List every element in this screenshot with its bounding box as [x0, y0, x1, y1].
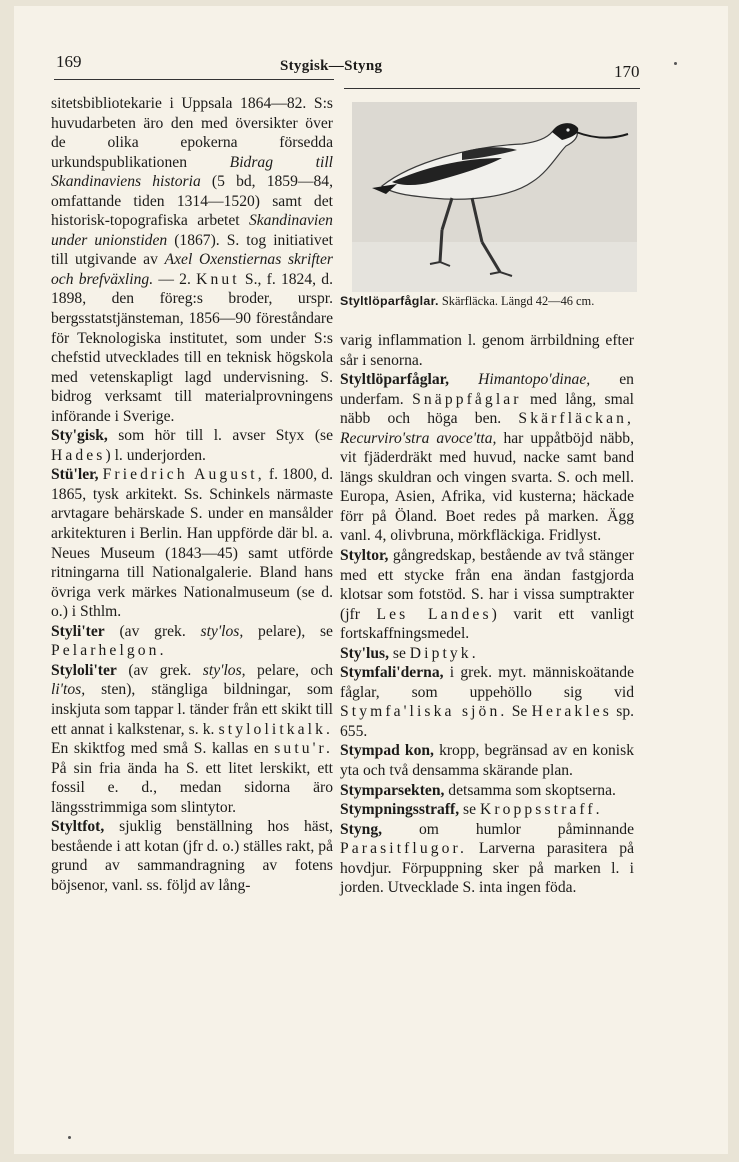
- caption-label: Styltlöparfåglar.: [340, 294, 439, 308]
- entry-styltloparfaglar: Styltlöparfåglar, Himantopo'dinae, en underfam. Snäppfåglar med lång, smal näbb och höga ben. Skärfläckan, Recurviro'stra avoce'tta, har uppåtböjd näbb, vit fjäderdräkt med huvud, nacke samt band längs skuldran och vingen svarta. S. och mell. Europa, Asien, Afrika, vid kusterna; häckade förr på Öland. Boet redes på marken. Ägg vanl. 4, olivbruna, mörkfläckiga. Fridlyst.: [340, 371, 635, 545]
- entry-stymparsekten: Stymparsekten, detsamma som skoptserna.: [340, 781, 616, 799]
- left-column: [51, 94, 333, 895]
- figure-caption: [340, 293, 640, 310]
- header-rule-left: [54, 79, 334, 80]
- entry-stympad-kon: Stympad kon, kropp, begränsad av en konisk yta och två densamma skärande plan.: [340, 742, 634, 780]
- entry-continuation: sitetsbibliotekarie i Uppsala 1864—82. S:s huvudarbeten äro den med översikter över de olika epokerna försedda urkundspublikationen Bidrag till Skandinaviens historia (5 bd, 1859—84, omfattande tiden 1314—1520) samt det historisk-topografiska arbetet Skandinavien under unionstiden (1867). S. tog initiativet till utgivande av Axel Oxenstiernas skrifter och brefväxling. — 2. Knut S., f. 1824, d. 1898, den föreg:s broder, urspr. bergsstatstjänsteman, 1856—90 föreståndare för Teknologiska institutet, som under S:s chefstid utvecklades till en teknisk högskola med vetenskapligt lagd undervisning. S. bidrog verksamt till materialprovningens införande i Sverige.: [51, 95, 333, 425]
- entry-styltfot: Styltfot, sjuklig benställning hos häst, bestående i att kotan (jfr d. o.) ställes rakt, på grund av sammandragning av fotens böjsenor, vanl. ss. följd av lång-: [51, 818, 333, 894]
- avocet-bird-icon: [352, 102, 637, 292]
- entry-stymfaliderna: Stymfali'derna, i grek. myt. människoätande fåglar, som uppehöllo sig vid Stymfa'liska sjön. Se Herakles sp. 655.: [340, 664, 635, 740]
- header-rule-right: [344, 88, 640, 89]
- running-title: Stygisk—Styng: [280, 58, 383, 74]
- page-number-right: 170: [614, 62, 640, 81]
- page-number-left: 169: [56, 52, 82, 71]
- entry-styltor: Styltor, gångredskap, bestående av två stänger med ett stycke från ena ändan fastgjorda klotsar som fotstöd. S. har i vissa sumptrakter (jfr Les Landes) varit ett vanligt fortskaffningsmedel.: [340, 547, 634, 643]
- book-page: [14, 6, 728, 1154]
- entry-stympningsstraff: Stympningsstraff, se Kroppsstraff.: [340, 801, 603, 819]
- entry-styliter: Styli'ter (av grek. sty'los, pelare), se Pelarhelgon.: [51, 622, 333, 660]
- entry-styltfot-cont: varig inflammation l. genom ärrbildning efter sår i senorna.: [340, 332, 634, 369]
- entry-stuler: Stü'ler, Friedrich August, f. 1800, d. 1865, tysk arkitekt. Ss. Schinkels närmaste arvtagare behärskade S. under en mansålder arkitekturen i Berlin. Han uppförde där bl. a. Neues Museum (1843—45) samt utförde ritningarna till Nationalgalerie. Bland hans övriga verk märkes Nationalmuseum (se d. o.) i Sthlm.: [51, 466, 334, 621]
- entry-styloliter: Styloli'ter (av grek. sty'los, pelare, och li'tos, sten), stängliga bildningar, som inskjuta som tappar l. tänder från ett skikt till ett annat i kalkstenar, s. k. stylolitkalk. En skiktfog med små S. kallas en sutu'r. På sin fria ända ha S. ett litet lerskikt, ett fossil e. d., medan sidorna äro längsstrimmiga som slintytor.: [51, 661, 334, 816]
- speck: [68, 1136, 71, 1139]
- entry-stylus: Sty'lus, se Diptyk.: [340, 644, 479, 662]
- caption-text: Skärfläcka. Längd 42—46 cm.: [441, 294, 595, 308]
- avocet-illustration: [352, 102, 637, 292]
- speck: [674, 62, 677, 65]
- right-column: [340, 331, 634, 898]
- entry-stygisk: Sty'gisk, som hör till l. avser Styx (se Hades) l. underjorden.: [51, 427, 333, 464]
- entry-styng: Styng, om humlor påminnande Parasitflugor. Larverna parasitera på hovdjur. Förpuppning sker på marken l. i jorden. Utvecklade S. inta ingen föda.: [340, 820, 634, 897]
